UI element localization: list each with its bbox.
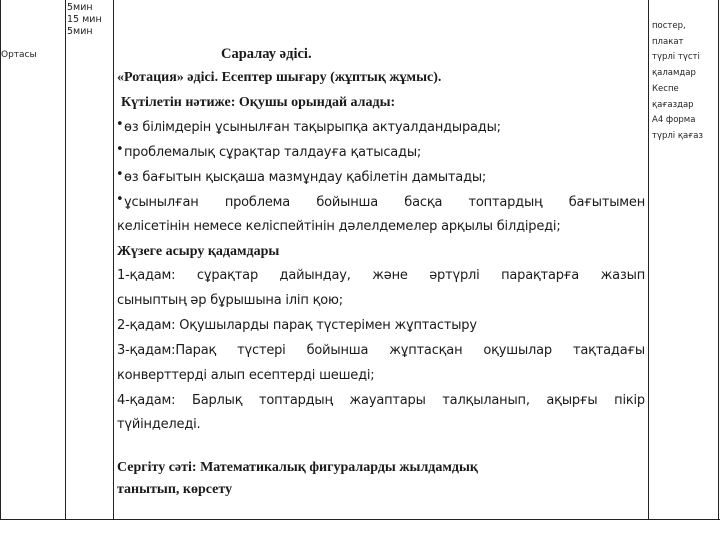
table-border-bottom (0, 519, 720, 520)
resource-item: постер, (652, 21, 686, 31)
table-border-left (0, 0, 1, 520)
resource-item: қаламдар (652, 68, 696, 79)
duration-2: 15 мин (67, 14, 102, 25)
resource-item: қағаздар (652, 99, 694, 110)
method-title: Саралау әдісі. (221, 46, 312, 62)
durations (67, 2, 102, 38)
table-border-right (718, 0, 719, 520)
bullet-icon: • (116, 142, 124, 157)
resource-item: плакат (652, 36, 684, 47)
warmup-line-1: Сергіту сәті: Математикалық фигураларды жылдамдық (117, 460, 478, 475)
bullet-icon: • (116, 192, 124, 207)
bullet-text: проблемалық сұрақтар талдауға қатысады; (124, 145, 422, 160)
steps-title: Жүзеге асыру қадамдары (117, 244, 280, 259)
bullet-text: өз білімдерін ұсынылған тақырыпқа актуалдандырады; (124, 120, 501, 135)
bullet-text: өз бағытын қысқаша мазмұндау қабілетін дамытады; (124, 170, 487, 185)
rotation-line: «Ротация» әдісі. Есептер шығару (жұптық жұмыс). (117, 70, 442, 85)
table-divider-3 (648, 0, 649, 520)
bullet-text: ұсынылған проблема бойынша басқа топтардың бағытымен (124, 195, 645, 210)
duration-1: 5мин (67, 2, 93, 13)
step-line: 4-қадам: Барлық топтардың жауаптары талқыланып, ақырғы пікір (117, 393, 645, 408)
step-line: 1-қадам: сұрақтар дайындау, және әртүрлі парақтарға жазып (117, 268, 645, 283)
expected-result: Күтілетін нәтиже: Оқушы орындай алады: (121, 95, 396, 110)
bullet-text-continued: келісетінін немесе келіспейтінін дәлелдемелер арқылы білдіреді; (117, 219, 561, 234)
step-line: 3-қадам:Парақ түстері бойынша жұптасқан оқушылар тақтадағы (117, 343, 645, 358)
step-line: сыныптың әр бұрышына іліп қою; (117, 293, 343, 308)
resource-item: А4 форма (652, 115, 696, 126)
resource-item: түрлі қағаз (652, 130, 703, 141)
table-divider-1 (65, 0, 66, 520)
duration-3: 5мин (67, 26, 93, 37)
stage-label: Ортасы (1, 50, 37, 60)
step-line: конверттерді алып есептерді шешеді; (117, 368, 375, 383)
step-line: 2-қадам: Оқушыларды парақ түстерімен жұптастыру (117, 318, 477, 333)
resource-item: түрлі түсті (652, 52, 700, 63)
resources-list (652, 19, 718, 145)
step-line: түйінделеді. (117, 417, 201, 432)
table-divider-2 (113, 0, 114, 520)
bullet-icon: • (116, 167, 124, 182)
bullet-icon: • (116, 117, 124, 132)
warmup-line-2: танытып, көрсету (117, 482, 233, 497)
resource-item: Кеспе (652, 83, 679, 94)
